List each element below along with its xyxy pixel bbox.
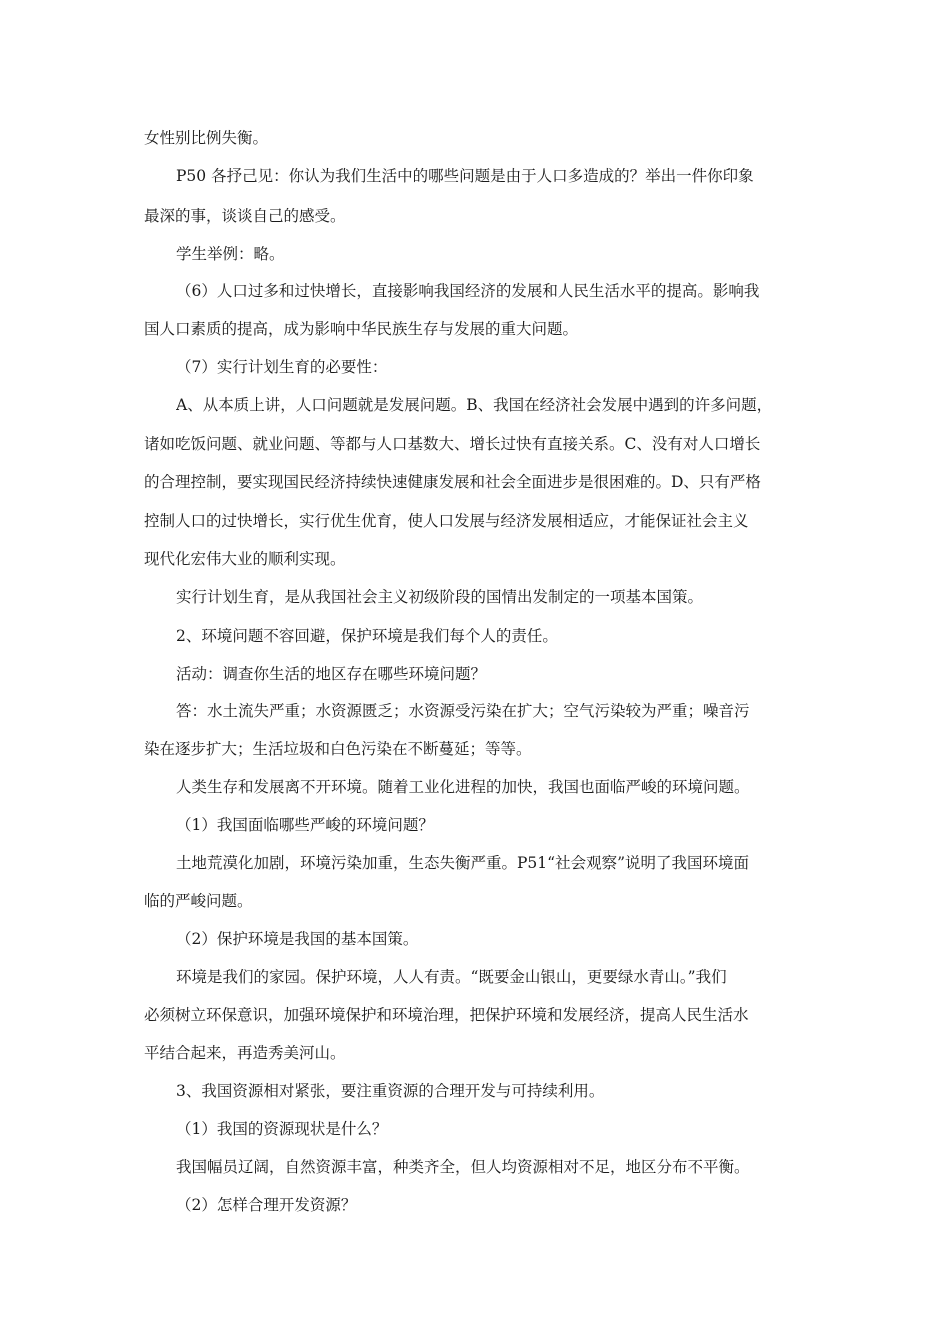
text-line: 国人口素质的提高，成为影响中华民族生存与发展的重大问题。	[144, 320, 579, 338]
text-line: （6）人口过多和过快增长，直接影响我国经济的发展和人民生活水平的提高。影响我	[176, 282, 760, 300]
text-line: 诸如吃饭问题、就业问题、等都与人口基数大、增长过快有直接关系。C、没有对人口增长	[144, 435, 761, 453]
text-line: 学生举例：略。	[176, 245, 285, 263]
text-line: （2）保护环境是我国的基本国策。	[176, 930, 419, 948]
text-line: P50 各抒己见：你认为我们生活中的哪些问题是由于人口多造成的？举出一件你印象	[176, 167, 754, 185]
text-line: 的合理控制，要实现国民经济持续快速健康发展和社会全面进步是很困难的。D、只有严格	[144, 473, 761, 491]
text-line: （1）我国的资源现状是什么？	[176, 1120, 388, 1138]
text-line: 女性别比例失衡。	[144, 129, 269, 147]
text-line: 2、环境问题不容回避，保护环境是我们每个人的责任。	[176, 627, 558, 645]
text-line: 活动：调查你生活的地区存在哪些环境问题？	[176, 665, 487, 683]
text-line: 3、我国资源相对紧张，要注重资源的合理开发与可持续利用。	[176, 1082, 605, 1100]
text-line: 必须树立环保意识，加强环境保护和环境治理，把保护环境和发展经济，提高人民生活水	[144, 1006, 749, 1024]
text-line: 我国幅员辽阔，自然资源丰富，种类齐全，但人均资源相对不足，地区分布不平衡。	[176, 1158, 750, 1176]
text-line: 环境是我们的家园。保护环境，人人有责。“既要金山银山，更要绿水青山。”我们	[176, 968, 727, 986]
text-line: A、从本质上讲，人口问题就是发展问题。B、我国在经济社会发展中遇到的许多问题，	[176, 396, 773, 414]
text-line: （1）我国面临哪些严峻的环境问题？	[176, 816, 434, 834]
text-line: 平结合起来，再造秀美河山。	[144, 1044, 346, 1062]
text-line: 最深的事，谈谈自己的感受。	[144, 207, 346, 225]
text-line: 人类生存和发展离不开环境。随着工业化进程的加快，我国也面临严峻的环境问题。	[176, 778, 750, 796]
text-line: 土地荒漠化加剧，环境污染加重，生态失衡严重。P51“社会观察”说明了我国环境面	[176, 854, 750, 872]
text-line: （7）实行计划生育的必要性：	[176, 358, 388, 376]
text-line: 答：水土流失严重；水资源匮乏；水资源受污染在扩大；空气污染较为严重；噪音污	[176, 702, 750, 720]
text-line: 临的严峻问题。	[144, 892, 253, 910]
text-line: 控制人口的过快增长，实行优生优育，使人口发展与经济发展相适应，才能保证社会主义	[144, 512, 749, 530]
text-line: 现代化宏伟大业的顺利实现。	[144, 550, 346, 568]
text-line: 染在逐步扩大；生活垃圾和白色污染在不断蔓延；等等。	[144, 740, 532, 758]
text-line: 实行计划生育，是从我国社会主义初级阶段的国情出发制定的一项基本国策。	[176, 588, 704, 606]
text-line: （2）怎样合理开发资源？	[176, 1196, 357, 1214]
